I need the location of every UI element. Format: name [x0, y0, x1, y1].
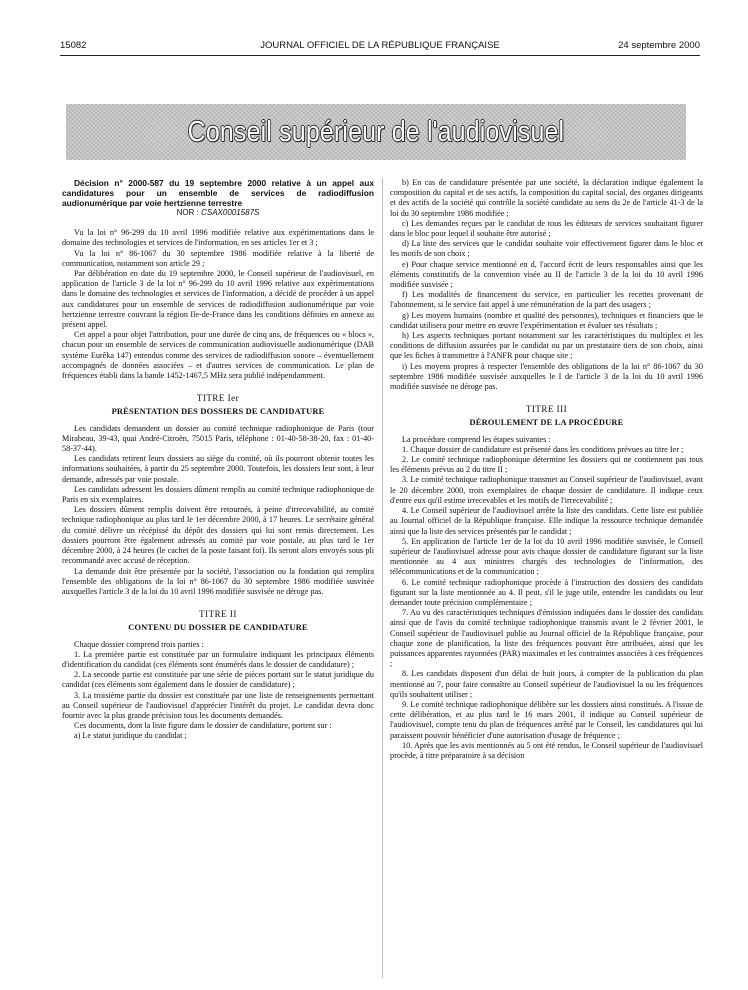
body-paragraph: c) Les demandes reçues par le candidat de tous les éditeurs de services souhaitant figurer dans le bloc pour lequel il souhaite être autorisé ; — [390, 218, 703, 239]
body-paragraph: f) Les modalités de financement du service, en particulier les recettes provenant de l'abonnement, si le service fait appel à une rémunération de la part des usagers ; — [390, 290, 703, 310]
body-paragraph: 1. Chaque dossier de candidature est présenté dans les conditions prévues au titre Ier ; — [402, 444, 684, 454]
page-number: 15082 — [60, 40, 87, 51]
body-paragraph: 9. Le comité technique radiophonique délibère sur les dossiers ainsi constitués. A l'issue de cette délibération, et au plus tard le 16 mars 2001, il indique au Conseil supérieur de l'audiovisuel, compte tenu du plan de fréquences arrêté par le Conseil, les candidatures qui lui paraissent pouvoir bénéficier d'une autorisation d'usage de fréquence ; — [390, 699, 703, 740]
body-paragraph: 2. Le comité technique radiophonique détermine les dossiers qui ne contiennent pas tous les éléments prévus au 2 du titre II ; — [390, 455, 703, 475]
body-paragraph: h) Les aspects techniques portant notamment sur les caractéristiques du multiplex et les conditions de diffusion assurées par le candidat ou par un prestataire tiers de son choix, ainsi que les fiches à transmettre à l'ANFR pour chaque site ; — [390, 331, 703, 361]
publication-date: 24 septembre 2000 — [618, 40, 700, 51]
body-paragraph: 4. Le Conseil supérieur de l'audiovisuel arrête la liste des candidats. Cette liste est publiée au Journal officiel de la République française. Elle indique la ressource technique demandée ainsi que la liste des services présentés par le candidat ; — [390, 506, 703, 536]
header-rule — [60, 55, 700, 56]
intro-paragraph: Cet appel a pour objet l'attribution, pour une durée de cinq ans, de fréquences ou « blocs », chacun pour un ensemble de services de communication audiovisuelle audionumérique (DAB système Eurêka 147) entendus comme des services de radiodiffusion sonore – éventuellement accompagnés de données associées – et d'autres services de communication. Le plan de fréquences établi dans la bande 1452-1467,5 MHz sera publié indépendamment. — [62, 330, 374, 381]
body-paragraph: 3. La troisième partie du dossier est constituée par une liste de renseignements permettant au Conseil supérieur de l'audiovisuel d'apprécier l'intérêt du projet. Le candidat devra donc fournir avec la plus grande précision tous les documents demandés. — [62, 690, 374, 720]
body-paragraph: d) La liste des services que le candidat souhaite voir effectivement figurer dans le bloc et les motifs de son choix ; — [390, 239, 703, 259]
body-paragraph: i) Les moyens propres à respecter l'ensemble des obligations de la loi n° 86-1067 du 30 septembre 1986 modifiée susvisée auxquelles le I de l'article 3 de la loi du 10 avril 1996 modifiée susvisée ne déroge pas. — [390, 361, 703, 392]
section-banner — [66, 104, 686, 160]
body-paragraph: La demande doit être présentée par la société, l'association ou la fondation qui remplira l'ensemble des obligations de la loi n° 86-1067 du 30 septembre 1986 modifiée susvisée auxquelles l'article 3 de la loi du 10 avril 1996 modifiée susvisée ne déroge pas. — [62, 566, 374, 596]
nor-code: CSAX0001587S — [201, 208, 260, 217]
titre-2-subheading: CONTENU DU DOSSIER DE CANDIDATURE — [128, 623, 308, 633]
banner-title: Conseil supérieur de l'audiovisuel — [187, 115, 565, 148]
body-paragraph: 10. Après que les avis mentionnés au 5 ont été rendus, le Conseil supérieur de l'audiovisuel procède, à titre préparatoire à sa décision — [390, 740, 703, 760]
right-column — [390, 178, 703, 761]
body-paragraph: 2. La seconde partie est constituée par une série de pièces portant sur le statut juridique du candidat (ces éléments sont également dans le dossier de candidature) ; — [62, 670, 374, 690]
titre-1-subheading: PRÉSENTATION DES DOSSIERS DE CANDIDATURE — [111, 407, 325, 417]
titre-2-heading: TITRE II — [199, 609, 237, 620]
titre-1-heading: TITRE Ier — [196, 393, 240, 404]
column-divider — [382, 178, 383, 978]
body-paragraph: 8. Les candidats disposent d'un délai de huit jours, à compter de la publication du plan mentionné au 7, pour faire connaître au Conseil supérieur de l'audiovisuel la ou les fréquences qu'ils souhaitent utiliser ; — [390, 669, 703, 699]
intro-paragraph: Par délibération en date du 19 septembre 2000, le Conseil supérieur de l'audiovisuel, en application de l'article 3 de la loi n° 96-299 du 10 avril 1996 relative aux expérimentations dans le domaine des technologies et services de l'information, a décidé de procéder à un appel aux candidatures pour un ensemble de services de radiodiffusion audionumérique par voie hertzienne terrestre couvrant la région Ile-de-France dans les conditions définies en annexe au présent appel. — [62, 269, 374, 330]
titre-3-heading: TITRE III — [525, 404, 568, 415]
body-paragraph: Les candidats retirent leurs dossiers au siège du comité, où ils pourront obtenir toutes les informations souhaitées, à partir du 25 septembre 2000. Toutefois, les dossiers leur sont, à leur demande, adressés par voie postale. — [62, 454, 374, 484]
nor-label: NOR : — [176, 208, 199, 217]
body-paragraph: La procédure comprend les étapes suivantes : — [402, 434, 551, 444]
titre-3-subheading: DÉROULEMENT DE LA PROCÉDURE — [469, 418, 624, 428]
body-paragraph: 7. Au vu des caractéristiques techniques d'émission indiquées dans le dossier des candidats ainsi que de l'avis du comité technique radiophonique transmis avant le 2 février 2001, le Conseil supérieur de l'audiovisuel publie au Journal officiel de la République française, pour chaque zone de planification, la liste des fréquences pouvant être attribuées, ainsi que les puissances apparentes rayonnées (PAR) maximales et les contraintes associées à ces fréquences ; — [390, 608, 703, 669]
body-paragraph: 1. La première partie est constituée par un formulaire indiquant les principaux éléments d'identification du candidat (ces éléments sont énumérés dans le dossier de candidature) ; — [62, 649, 374, 669]
body-paragraph: Les candidats adressent les dossiers dûment remplis au comité technique radiophonique de Paris en six exemplaires. — [62, 484, 374, 505]
body-paragraph: Chaque dossier comprend trois parties : — [74, 639, 204, 649]
body-paragraph: g) Les moyens humains (nombre et qualité des personnes), techniques et financiers que le candidat utilisera pour mettre en œuvre l'expérimentation et évaluer ses résultats ; — [390, 310, 703, 330]
page-header — [60, 40, 700, 56]
intro-paragraph: Vu la loi n° 96-299 du 10 avril 1996 modifiée relative aux expérimentations dans le domaine des technologies et services de l'information, en ses articles 1er et 3 ; — [62, 228, 374, 248]
body-paragraph: a) Le statut juridique du candidat ; — [74, 731, 187, 741]
body-paragraph: 5. En application de l'article 1er de la loi du 10 avril 1996 modifiée susvisée, le Conseil supérieur de l'audiovisuel adresse pour avis chaque dossier de candidature figurant sur la liste mentionnée au 4 aux ministres chargés des technologies de l'information, des télécommunications et de la communication ; — [390, 536, 703, 577]
body-paragraph: Les candidats demandent un dossier au comité technique radiophonique de Paris (tour Mirabeau, 39-43, quai André-Citroën, 75015 Paris, téléphone : 01-40-58-38-20, fax : 01-40-58-37-44). — [62, 423, 374, 454]
body-paragraph: 6. Le comité technique radiophonique procède à l'instruction des dossiers des candidats figurant sur la liste mentionnée au 4. Il peut, s'il le juge utile, entendre les candidats ou leur demander toute précision complémentaire ; — [390, 577, 703, 607]
intro-paragraph: Vu la loi n° 86-1067 du 30 septembre 1986 modifiée relative à la liberté de communication, notamment son article 29 ; — [62, 248, 374, 268]
body-paragraph: Ces documents, dont la liste figure dans le dossier de candidature, portent sur : — [74, 721, 332, 731]
left-column — [62, 178, 374, 742]
body-paragraph: b) En cas de candidature présentée par une société, la déclaration indique également la composition du capital et de ses actifs, la composition du capital social, des organes dirigeants et des actifs de la société qui contrôle la société candidate au sens du 2e de l'article 41-3 de la loi du 30 septembre 1986 modifiée ; — [390, 178, 703, 218]
body-paragraph: 3. Le comité technique radiophonique transmet au Conseil supérieur de l'audiovisuel, avant le 20 décembre 2000, trois exemplaires de chaque dossier de candidature. Il indique ceux d'entre eux qu'il estime irrecevables et les motifs de l'irrecevabilité ; — [390, 475, 703, 505]
journal-title: JOURNAL OFFICIEL DE LA RÉPUBLIQUE FRANÇAISE — [260, 40, 500, 51]
body-paragraph: e) Pour chaque service mentionné en d, l'accord écrit de leurs responsables ainsi que les éléments constitutifs de la convention visée au II de l'article 3 de la loi du 10 avril 1996 modifiée susvisée ; — [390, 259, 703, 290]
nor-reference — [62, 208, 374, 218]
decision-title: Décision n° 2000-587 du 19 septembre 2000 relative à un appel aux candidatures pour un ensemble de services de radiodiffusion audionumérique par voie hertzienne terrestre — [62, 178, 374, 208]
body-paragraph: Les dossiers dûment remplis doivent être retournés, à peine d'irrecevabilité, au comité technique radiophonique au plus tard le 1er décembre 2000, à 17 heures. Le secrétaire général du comité délivre un récépissé du dépôt des dossiers qui lui sont remis directement. Les dossiers pourront être également adressés au comité par voie postale, au plus tard le 1er décembre 2000, à 24 heures (le cachet de la poste faisant foi). Ils seront alors envoyés sous pli recommandé avec accusé de réception. — [62, 505, 374, 566]
